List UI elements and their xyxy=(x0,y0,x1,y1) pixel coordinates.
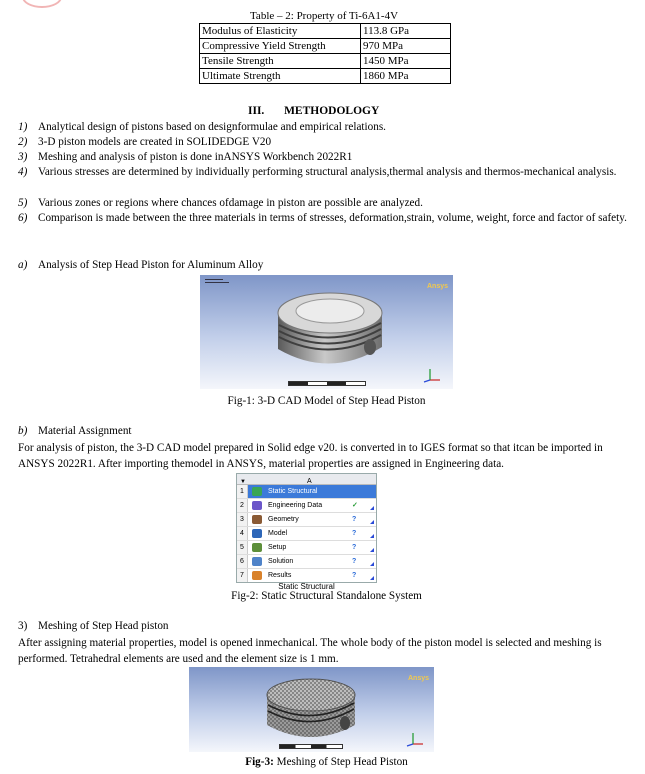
list-item: 2) 3-D piston models are created in SOLIDEDGE V20 xyxy=(18,136,272,148)
workbench-row[interactable]: 4 Model ? xyxy=(237,527,376,541)
list-item: 1) Analytical design of pistons based on designformulae and empirical relations. xyxy=(18,121,386,133)
workbench-row[interactable]: 7 Results ? xyxy=(237,569,376,582)
workbench-row[interactable]: 1 Static Structural xyxy=(237,485,376,499)
solution-icon xyxy=(252,557,262,566)
table-row: Compressive Yield Strength 970 MPa xyxy=(200,39,451,54)
list-item: 3) Meshing and analysis of piston is done inANSYS Workbench 2022R1 xyxy=(18,151,353,163)
section-number: III. xyxy=(248,105,265,117)
workbench-header xyxy=(237,474,376,485)
ansys-logo: Ansys xyxy=(407,675,429,682)
table-caption: Table – 2: Property of Ti-6A1-4V xyxy=(249,10,399,22)
workbench-row[interactable]: 2 Engineering Data ✓ xyxy=(237,499,376,513)
fig3-caption: Fig-3: Meshing of Step Head Piston xyxy=(245,756,408,768)
geometry-icon xyxy=(252,515,262,524)
subheading-a: a) Analysis of Step Head Piston for Aluminum Alloy xyxy=(18,259,264,271)
workbench-row[interactable]: 5 Setup ? xyxy=(237,541,376,555)
corner-triangle-icon xyxy=(370,534,374,538)
axis-triad-icon xyxy=(422,367,442,383)
setup-icon xyxy=(252,543,262,552)
question-mark-icon: ? xyxy=(352,558,357,565)
corner-triangle-icon xyxy=(370,576,374,580)
question-mark-icon: ? xyxy=(352,544,357,551)
fig1-cad-image xyxy=(200,275,453,389)
meshed-piston-icon xyxy=(261,673,361,749)
axis-triad-icon xyxy=(405,731,425,747)
subheading-b: b) Material Assignment xyxy=(18,425,132,437)
section-heading xyxy=(248,104,379,119)
workbench-footer: Static Structural xyxy=(278,582,335,591)
corner-triangle-icon xyxy=(370,562,374,566)
list-item: 5) Various zones or regions where chances ofdamage in piston are possible are analyzed. xyxy=(18,197,423,209)
list-item: 6) Comparison is made between the three materials in terms of stresses, deformation,strain, volume, weight, force and factor of safety. xyxy=(18,212,627,224)
question-mark-icon: ? xyxy=(352,572,357,579)
engineering-data-icon xyxy=(252,501,262,510)
question-mark-icon: ? xyxy=(352,530,357,537)
legend-text xyxy=(205,279,223,280)
scale-bar xyxy=(288,381,366,386)
ansys-logo: Ansys xyxy=(426,283,448,290)
property-table xyxy=(199,23,451,84)
section-title: METHODOLOGY xyxy=(284,105,380,117)
page-corner-mark xyxy=(22,0,62,8)
corner-triangle-icon xyxy=(370,520,374,524)
workbench-row[interactable]: 6 Solution ? xyxy=(237,555,376,569)
workbench-row[interactable]: 3 Geometry ? xyxy=(237,513,376,527)
scale-bar xyxy=(279,744,343,749)
fig3-mesh-image xyxy=(189,667,434,752)
column-label: A xyxy=(307,478,312,485)
fig1-caption: Fig-1: 3-D CAD Model of Step Head Piston xyxy=(227,395,426,407)
corner-triangle-icon xyxy=(370,506,374,510)
piston-model-icon xyxy=(270,281,390,379)
table-row: Tensile Strength 1450 MPa xyxy=(200,54,451,69)
list-item: 4) Various stresses are determined by individually performing structural analysis,thermal analysis and thermos-mechanical analysis. xyxy=(18,166,617,178)
legend-text xyxy=(205,282,229,283)
paragraph-b: For analysis of piston, the 3-D CAD model prepared in Solid edge v20. is converted in to IGES format so that itcan be imported in ANSYS 2022R1. After importing themodel in ANSYS, material properties are assigned in Engineering data. xyxy=(18,442,603,470)
static-structural-icon xyxy=(252,487,262,496)
checkmark-icon: ✓ xyxy=(352,502,358,509)
dropdown-arrow-icon[interactable]: ▼ xyxy=(240,479,246,485)
table-row: Ultimate Strength 1860 MPa xyxy=(200,69,451,84)
paragraph-3: After assigning material properties, model is opened inmechanical. The whole body of the piston model is selected and meshing is performed. Tetrahedral elements are used and the element size is 1 mm. xyxy=(18,637,602,665)
table-row: Modulus of Elasticity 113.8 GPa xyxy=(200,24,451,39)
results-icon xyxy=(252,571,262,580)
workbench-system xyxy=(236,473,377,583)
question-mark-icon: ? xyxy=(352,516,357,523)
model-icon xyxy=(252,529,262,538)
corner-triangle-icon xyxy=(370,548,374,552)
subheading-3: 3) Meshing of Step Head piston xyxy=(18,620,169,632)
fig2-caption: Fig-2: Static Structural Standalone System xyxy=(231,590,422,602)
